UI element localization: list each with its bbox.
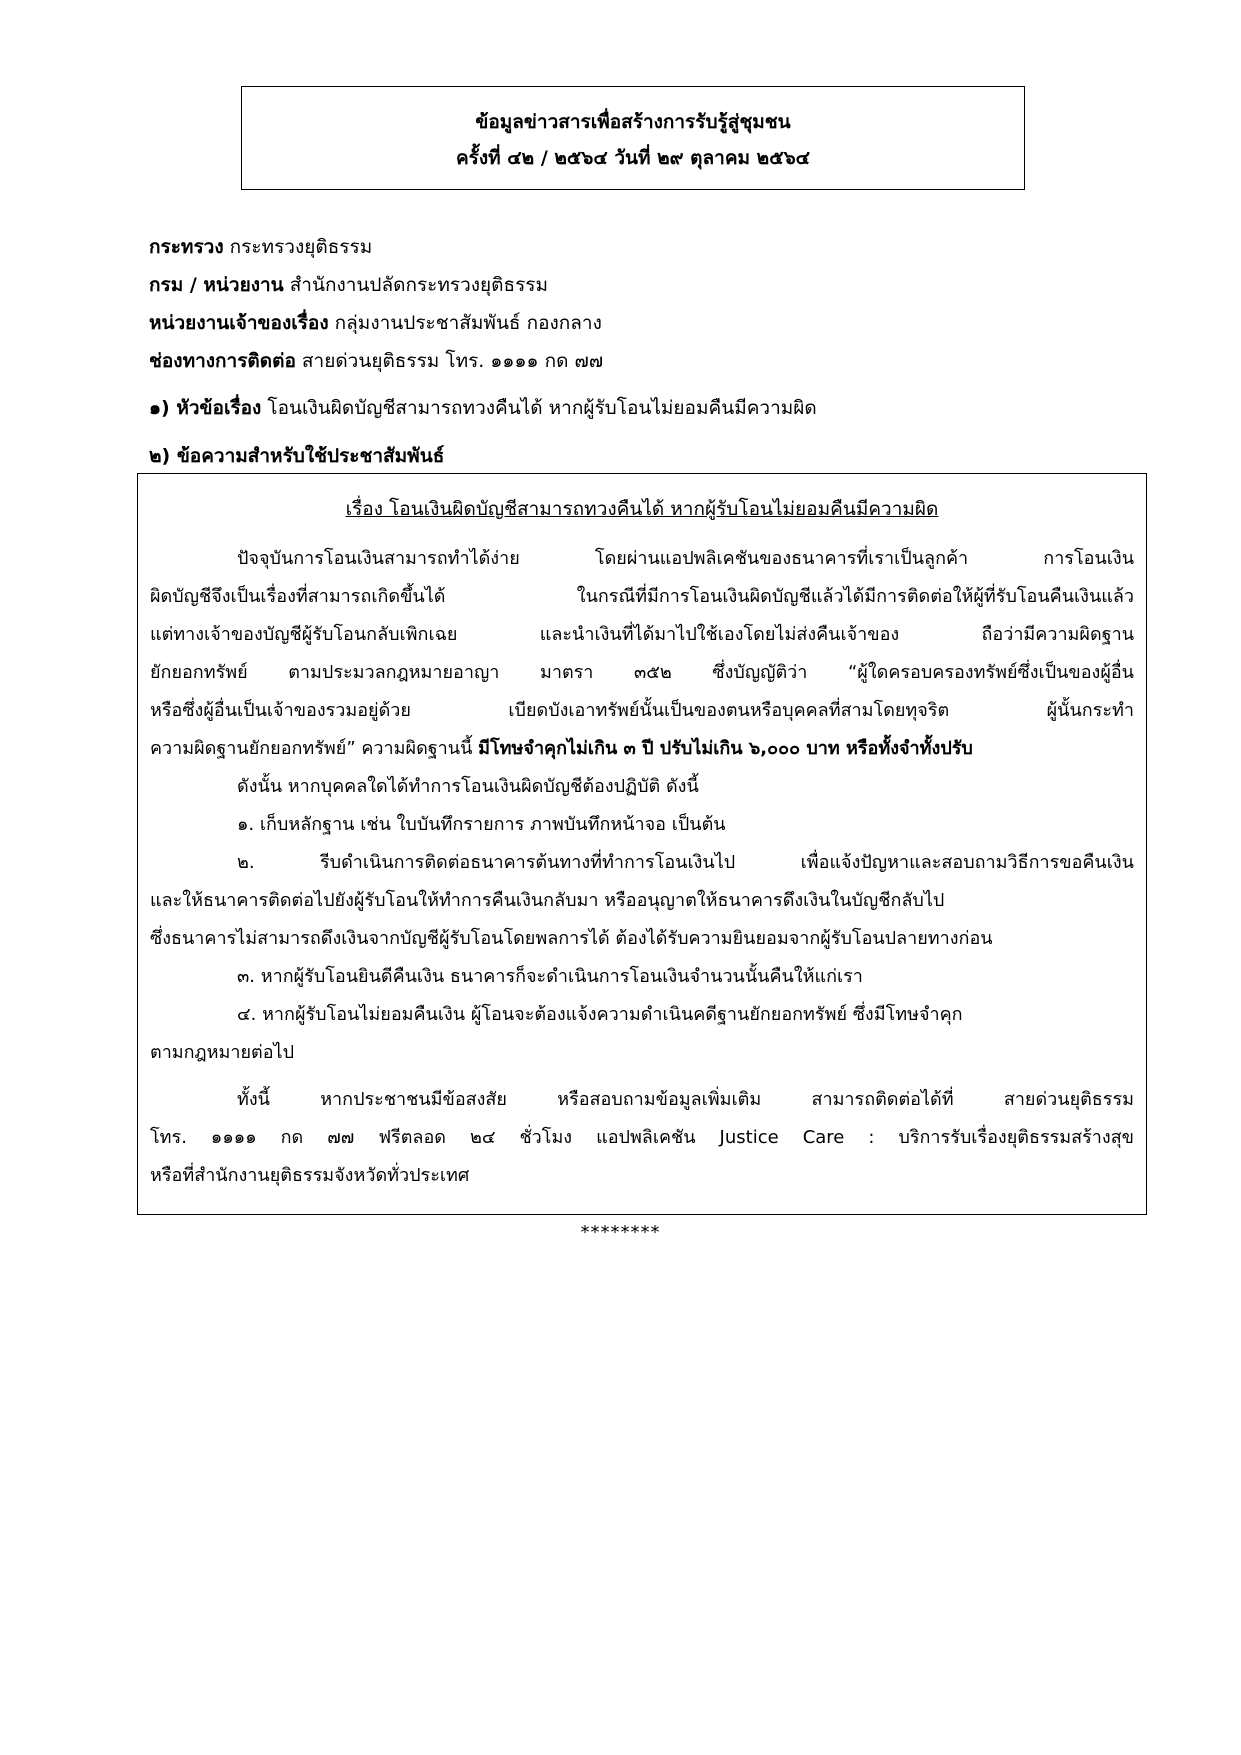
meta-owner xyxy=(149,308,602,338)
article-line: โทร. ๑๑๑๑ กด ๗๗ ฟรีตลอด ๒๔ ชั่วโมง แอปพลิเคชัน Justice Care : บริการรับเรื่องยุติธรรมสร้างสุข xyxy=(150,1127,1134,1148)
article-line: ความผิดฐานยักยอกทรัพย์” ความผิดฐานนี้ xyxy=(150,738,473,759)
list-item: ๔. หากผู้รับโอนไม่ยอมคืนเงิน ผู้โอนจะต้องแจ้งความดำเนินคดีฐานยักยอกทรัพย์ ซึ่งมีโทษจำคุก xyxy=(237,1004,963,1025)
section-pr-label: ๒) ข้อความสำหรับใช้ประชาสัมพันธ์ xyxy=(149,445,445,467)
penalty-text: มีโทษจำคุกไม่เกิน ๓ ปี ปรับไม่เกิน ๖,๐๐๐ บาท หรือทั้งจำทั้งปรับ xyxy=(478,738,973,759)
article-line: ซึ่งธนาคารไม่สามารถดึงเงินจากบัญชีผู้รับโอนโดยพลการได้ ต้องได้รับความยินยอมจากผู้รับโอนปลายทางก่อน xyxy=(150,928,993,949)
article-line: ยักยอกทรัพย์ ตามประมวลกฎหมายอาญา มาตรา ๓๕๒ ซึ่งบัญญัติว่า “ผู้ใดครอบครองทรัพย์ซึ่งเป็นของผู้อื่น xyxy=(150,662,1134,683)
meta-ministry-value: กระทรวงยุติธรรม xyxy=(229,236,373,258)
header-title: ข้อมูลข่าวสารเพื่อสร้างการรับรู้สู่ชุมชน xyxy=(475,111,791,133)
list-item: ๑. เก็บหลักฐาน เช่น ใบบันทึกรายการ ภาพบันทึกหน้าจอ เป็นต้น xyxy=(237,814,726,835)
meta-department-label: กรม / หน่วยงาน xyxy=(149,274,284,296)
meta-contact xyxy=(149,346,603,376)
article-line: ผิดบัญชีจึงเป็นเรื่องที่สามารถเกิดขึ้นได้ ในกรณีที่มีการโอนเงินผิดบัญชีแล้วได้มีการติดต่อให้ผู้ที่รับโอนคืนเงินแล้ว xyxy=(150,586,1134,607)
article-line: และให้ธนาคารติดต่อไปยังผู้รับโอนให้ทำการคืนเงินกลับมา หรืออนุญาตให้ธนาคารดึงเงินในบัญชีกลับไป xyxy=(150,890,945,911)
article-line: หรือซึ่งผู้อื่นเป็นเจ้าของรวมอยู่ด้วย เบียดบังเอาทรัพย์นั้นเป็นของตนหรือบุคคลที่สามโดยทุจริต ผู้นั้นกระทำ xyxy=(150,700,1134,721)
article-line: ปัจจุบันการโอนเงินสามารถทำได้ง่าย โดยผ่านแอปพลิเคชันของธนาคารที่เราเป็นลูกค้า การโอนเงิน xyxy=(237,548,1134,569)
section-topic-value: โอนเงินผิดบัญชีสามารถทวงคืนได้ หากผู้รับโอนไม่ยอมคืนมีความผิด xyxy=(267,397,817,419)
article-line: หรือที่สำนักงานยุติธรรมจังหวัดทั่วประเทศ xyxy=(150,1165,470,1186)
meta-ministry-label: กระทรวง xyxy=(149,236,224,258)
end-marker: ******** xyxy=(580,1222,661,1243)
article-line: ดังนั้น หากบุคคลใดได้ทำการโอนเงินผิดบัญชีต้องปฏิบัติ ดังนี้ xyxy=(237,776,699,797)
meta-ministry xyxy=(149,232,372,262)
section-topic-label: ๑) หัวข้อเรื่อง xyxy=(149,397,262,419)
meta-owner-label: หน่วยงานเจ้าของเรื่อง xyxy=(149,312,329,334)
meta-contact-value: สายด่วนยุติธรรม โทร. ๑๑๑๑ กด ๗๗ xyxy=(301,350,604,372)
list-item: ๒. รีบดำเนินการติดต่อธนาคารต้นทางที่ทำการโอนเงินไป เพื่อแจ้งปัญหาและสอบถามวิธีการขอคืนเงิน xyxy=(237,852,1134,873)
article-title: เรื่อง โอนเงินผิดบัญชีสามารถทวงคืนได้ หากผู้รับโอนไม่ยอมคืนมีความผิด xyxy=(345,498,939,520)
article-box xyxy=(137,473,1147,1215)
section-pr-message xyxy=(149,441,444,471)
article-line: ตามกฎหมายต่อไป xyxy=(150,1042,295,1063)
header-box xyxy=(241,86,1025,190)
meta-owner-value: กลุ่มงานประชาสัมพันธ์ กองกลาง xyxy=(334,312,602,334)
meta-department xyxy=(149,270,548,300)
article-line-penalty xyxy=(150,733,1134,762)
header-issue-date: ครั้งที่ ๔๒ / ๒๕๖๔ วันที่ ๒๙ ตุลาคม ๒๕๖๔ xyxy=(455,147,811,169)
section-topic xyxy=(149,393,817,423)
article-line: ทั้งนี้ หากประชาชนมีข้อสงสัย หรือสอบถามข้อมูลเพิ่มเติม สามารถติดต่อได้ที่ สายด่วนยุติธรรม xyxy=(237,1089,1134,1110)
article-line: แต่ทางเจ้าของบัญชีผู้รับโอนกลับเพิกเฉย และนำเงินที่ได้มาไปใช้เองโดยไม่ส่งคืนเจ้าของ ถือว่ามีความผิดฐาน xyxy=(150,624,1134,645)
meta-department-value: สำนักงานปลัดกระทรวงยุติธรรม xyxy=(289,274,549,296)
list-item: ๓. หากผู้รับโอนยินดีคืนเงิน ธนาคารก็จะดำเนินการโอนเงินจำนวนนั้นคืนให้แก่เรา xyxy=(237,966,863,987)
meta-contact-label: ช่องทางการติดต่อ xyxy=(149,350,296,372)
